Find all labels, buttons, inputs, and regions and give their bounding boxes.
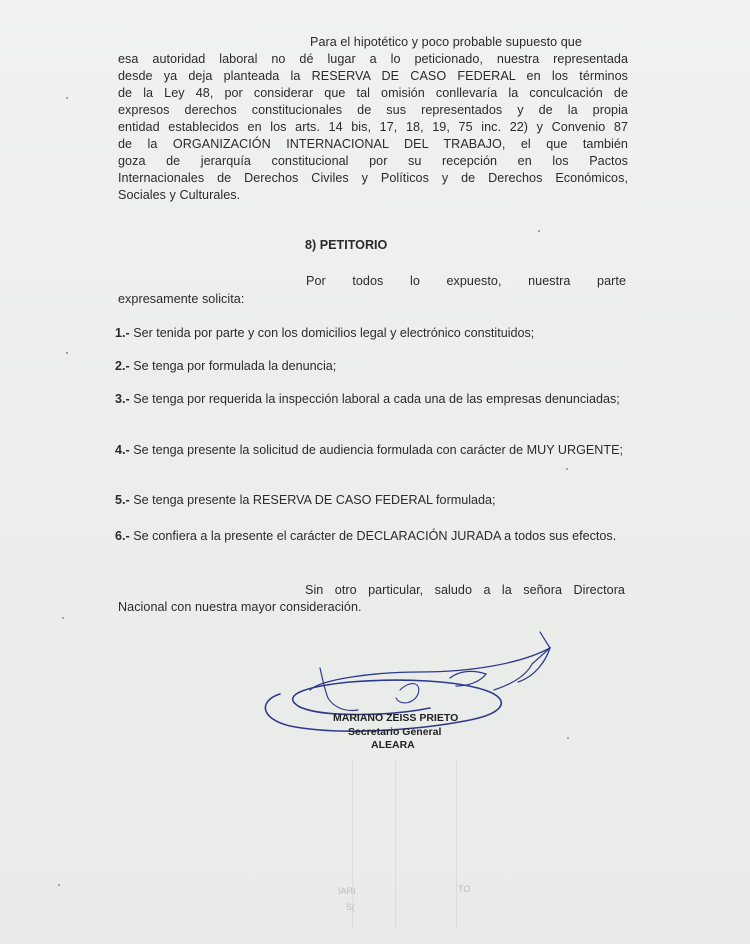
scan-speck — [58, 884, 60, 886]
closing-line-2: Nacional con nuestra mayor consideración. — [118, 600, 362, 614]
closing-line-1: Sin otro particular, saludo a la señora Directora — [305, 583, 625, 597]
item-text: Se tenga presente la RESERVA DE CASO FEDERAL formulada; — [133, 493, 496, 507]
paragraph-line: Para el hipotético y poco probable supuesto que — [310, 35, 582, 49]
petition-item-4 — [115, 442, 627, 459]
section-heading: 8) PETITORIO — [305, 238, 388, 252]
paragraph-line: Internacionales de Derechos Civiles y Políticos y de Derechos Económicos, — [118, 171, 628, 185]
item-number: 1.- — [115, 326, 130, 340]
intro-line-2: expresamente solicita: — [118, 292, 245, 306]
scan-speck — [566, 468, 568, 470]
scan-speck — [538, 230, 540, 232]
intro-line-1: Por todos lo expuesto, nuestra parte — [306, 274, 626, 288]
item-text: Ser tenida por parte y con los domicilios legal y electrónico constituidos; — [133, 326, 535, 340]
signatory-organization: ALEARA — [371, 739, 415, 751]
faint-stamp-text-below: S( — [346, 902, 355, 912]
item-number: 2.- — [115, 359, 130, 373]
petition-item-1 — [115, 325, 627, 342]
paragraph-line: esa autoridad laboral no dé lugar a lo peticionado, nuestra representada — [118, 52, 628, 66]
petition-item-5 — [115, 492, 627, 509]
paragraph-line: de la ORGANIZACIÓN INTERNACIONAL DEL TRABAJO, el que también — [118, 137, 628, 151]
item-number: 5.- — [115, 493, 130, 507]
paragraph-line: goza de jerarquía constitucional por su recepción en los Pactos — [118, 154, 628, 168]
petition-item-3 — [115, 391, 627, 408]
scan-speck — [66, 352, 68, 354]
petition-item-2 — [115, 358, 627, 375]
signatory-name: MARIANO ZEISS PRIETO — [333, 712, 459, 724]
item-number: 6.- — [115, 529, 130, 543]
item-text: Se tenga por requerida la inspección laboral a cada una de las empresas denunciadas; — [133, 392, 620, 406]
signatory-title: Secretario General — [348, 726, 442, 738]
item-text: Se confiera a la presente el carácter de DECLARACIÓN JURADA a todos sus efectos. — [133, 529, 617, 543]
item-number: 4.- — [115, 443, 130, 457]
paragraph-line: Sociales y Culturales. — [118, 188, 241, 202]
reserva-paragraph — [118, 34, 628, 204]
stamp-bleed-line — [456, 760, 457, 930]
paragraph-line: desde ya deja planteada la RESERVA DE CASO FEDERAL en los términos — [118, 69, 628, 83]
paragraph-line: de la Ley 48, por considerar que tal omisión conllevaría la conculcación de — [118, 86, 628, 100]
scan-speck — [66, 97, 68, 99]
stamp-bleed-line — [395, 760, 396, 930]
item-text: Se tenga presente la solicitud de audiencia formulada con carácter de MUY URGENTE; — [133, 443, 623, 457]
item-number: 3.- — [115, 392, 130, 406]
item-text: Se tenga por formulada la denuncia; — [133, 359, 337, 373]
petition-item-6 — [115, 528, 627, 545]
faint-stamp-text-left: IARI — [338, 886, 356, 896]
scan-speck — [62, 617, 64, 619]
faint-stamp-text-right: TO — [458, 884, 471, 894]
paragraph-line: expresos derechos constitucionales de sus representados y de la propia — [118, 103, 628, 117]
scan-speck — [567, 737, 569, 739]
paragraph-line: entidad establecidos en los arts. 14 bis, 17, 18, 19, 75 inc. 22) y Convenio 87 — [118, 120, 628, 134]
